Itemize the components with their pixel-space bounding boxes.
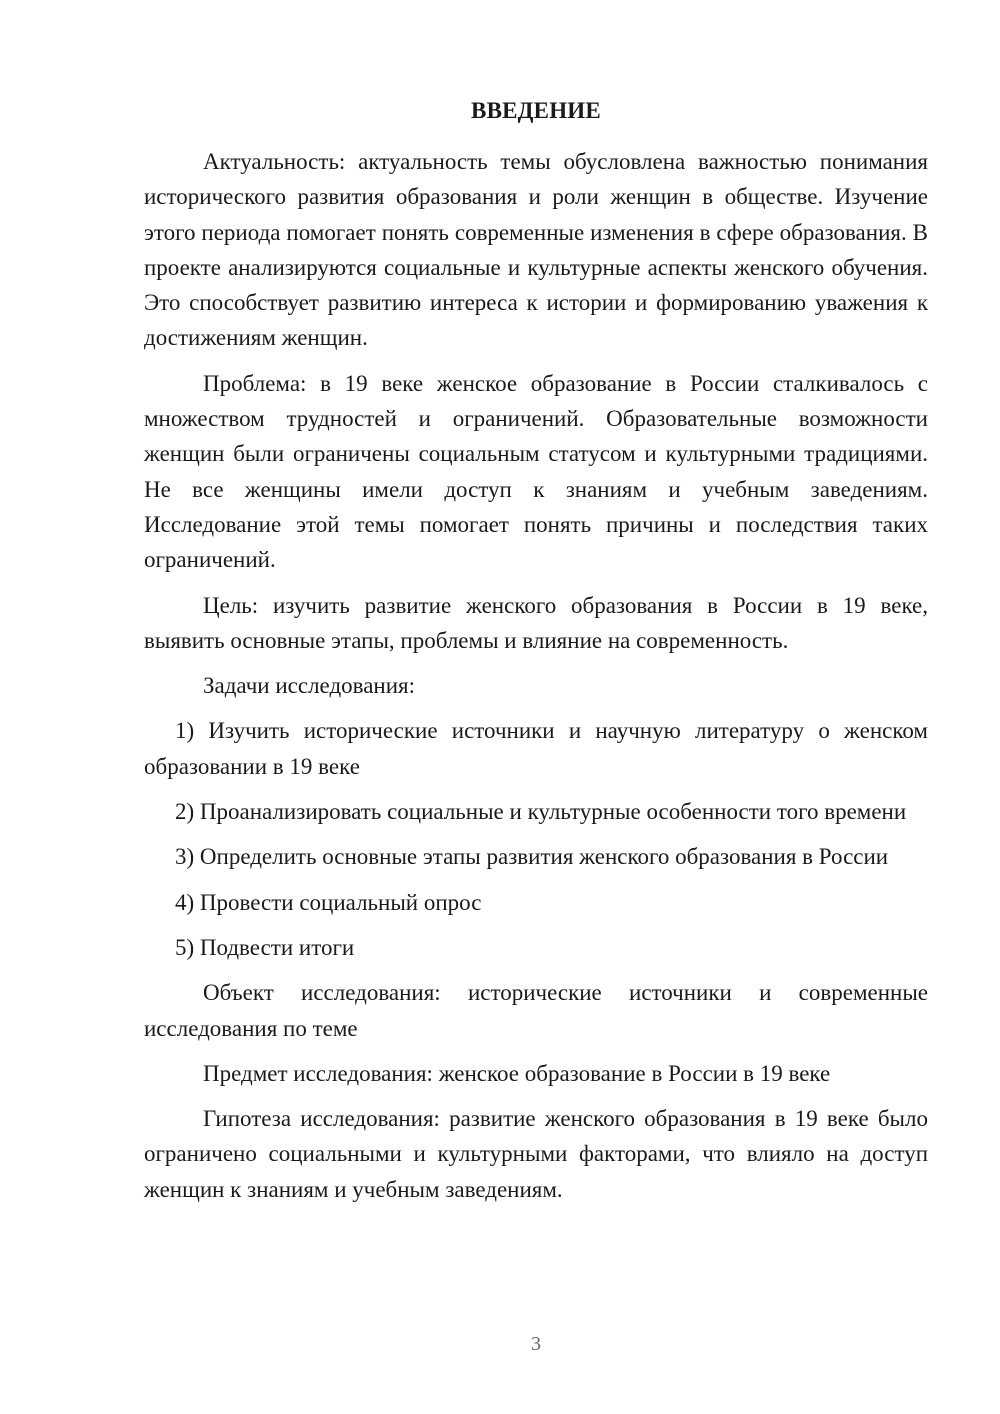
tasks-heading: Задачи исследования:	[203, 673, 416, 699]
task-item-5: 5) Подвести итоги	[175, 934, 355, 960]
task-item-3: 3) Определить основные этапы развития женского образования в России	[175, 844, 889, 870]
page-number: 3	[531, 1333, 541, 1355]
hypothesis-paragraph: Гипотеза исследования: развитие женского образования в 19 веке было ограничено социальными и культурными факторами, что влияло на доступ женщин к знаниям и учебным заведениям.	[144, 1106, 928, 1202]
document-body	[144, 144, 928, 1217]
subject-paragraph: Предмет исследования: женское образование в России в 19 веке	[203, 1060, 831, 1086]
object-paragraph: Объект исследования: исторические источники и современные исследования по теме	[144, 980, 928, 1041]
relevance-paragraph: Актуальность: актуальность темы обусловлена важностью понимания исторического развития образования и роли женщин в обществе. Изучение этого периода помогает понять современные изменения в сфере образования. В проекте анализируются социальные и культурные аспекты женского обучения. Это способствует развитию интереса к истории и формированию уважения к достижениям женщин.	[144, 149, 928, 351]
goal-paragraph: Цель: изучить развитие женского образования в России в 19 веке, выявить основные этапы, проблемы и влияние на современность.	[144, 592, 928, 653]
task-item-1: 1) Изучить исторические источники и научную литературу о женском образовании в 19 веке	[144, 718, 928, 779]
task-item-4: 4) Провести социальный опрос	[175, 889, 482, 915]
document-title: ВВЕДЕНИЕ	[471, 98, 601, 123]
problem-paragraph: Проблема: в 19 веке женское образование в России сталкивалось с множеством трудностей и ограничений. Образовательные возможности женщин были ограничены социальным статусом и культурными традициями. Не все женщины имели доступ к знаниям и учебным заведениям. Исследование этой темы помогает понять причины и последствия таких ограничений.	[144, 370, 928, 573]
task-item-2: 2) Проанализировать социальные и культурные особенности того времени	[175, 799, 907, 825]
